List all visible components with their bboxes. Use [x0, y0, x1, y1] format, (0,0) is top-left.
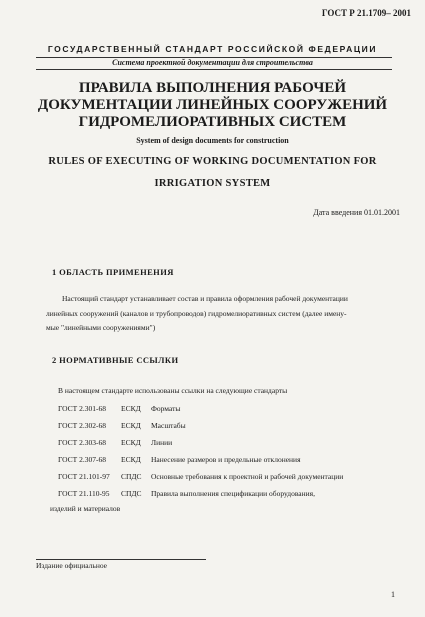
- footer-rule: [36, 559, 206, 560]
- title-line-2: ДОКУМЕНТАЦИИ ЛИНЕЙНЫХ СООРУЖЕНИЙ: [37, 97, 388, 113]
- english-title-line-1: RULES OF EXECUTING OF WORKING DOCUMENTATION FOR: [48, 156, 377, 167]
- reference-item: [58, 421, 186, 430]
- document-code: ГОСТ Р 21.1709– 2001: [321, 8, 411, 18]
- scope-line-2: линейных сооружений (каналов и трубопроводов) гидромелиоративных систем (далее имену-: [46, 308, 347, 318]
- reference-system: СПДС: [121, 489, 142, 498]
- scope-line-3: мые "линейными сооружениями"): [46, 323, 156, 332]
- scope-line-1: Настоящий стандарт устанавливает состав и правила оформления рабочей документации: [62, 294, 348, 303]
- references-intro: В настоящем стандарте использованы ссылки на следующие стандарты: [58, 386, 288, 395]
- reference-item: [58, 455, 301, 464]
- reference-code: ГОСТ 21.110-95: [58, 489, 110, 498]
- title-line-1: ПРАВИЛА ВЫПОЛНЕНИЯ РАБОЧЕЙ: [78, 80, 347, 96]
- reference-item: [58, 404, 180, 413]
- system-line: Система проектной документации для строительства: [112, 58, 313, 67]
- english-title: [0, 151, 425, 195]
- reference-code: ГОСТ 21.101-97: [58, 472, 110, 481]
- reference-title: Основные требования к проектной и рабочей документации: [151, 472, 344, 481]
- section-heading-scope: 1 ОБЛАСТЬ ПРИМЕНЕНИЯ: [52, 267, 174, 277]
- reference-item: [58, 438, 172, 447]
- reference-system: ЕСКД: [121, 421, 141, 430]
- page-number: 1: [391, 590, 395, 599]
- title-line-3: ГИДРОМЕЛИОРАТИВНЫХ СИСТЕМ: [78, 114, 347, 130]
- reference-item: [58, 472, 343, 481]
- standard-header: ГОСУДАРСТВЕННЫЙ СТАНДАРТ РОССИЙСКОЙ ФЕДЕРАЦИИ: [47, 44, 378, 54]
- reference-item: [58, 489, 315, 498]
- header-rule-bottom: [36, 69, 392, 70]
- reference-system: ЕСКД: [121, 438, 141, 447]
- reference-code: ГОСТ 2.303-68: [58, 438, 106, 447]
- reference-code: ГОСТ 2.301-68: [58, 404, 106, 413]
- section-heading-references: 2 НОРМАТИВНЫЕ ССЫЛКИ: [52, 355, 179, 365]
- reference-title: Форматы: [151, 404, 181, 413]
- reference-continuation: изделий и материалов: [50, 504, 121, 513]
- reference-code: ГОСТ 2.307-68: [58, 455, 106, 464]
- introduction-date: Дата введения 01.01.2001: [313, 208, 400, 217]
- edition-note: Издание официальное: [36, 561, 108, 570]
- reference-title: Линии: [151, 438, 173, 447]
- scope-paragraph: [46, 292, 397, 336]
- reference-system: СПДС: [121, 472, 142, 481]
- english-subtitle: System of design documents for construction: [136, 136, 289, 145]
- english-title-line-2: IRRIGATION SYSTEM: [154, 178, 271, 189]
- document-title: [0, 80, 425, 131]
- reference-system: ЕСКД: [121, 455, 141, 464]
- reference-system: ЕСКД: [121, 404, 141, 413]
- reference-title: Правила выполнения спецификации оборудования,: [151, 489, 315, 498]
- reference-title: Масштабы: [151, 421, 186, 430]
- reference-code: ГОСТ 2.302-68: [58, 421, 106, 430]
- reference-title: Нанесение размеров и предельные отклонения: [151, 455, 301, 464]
